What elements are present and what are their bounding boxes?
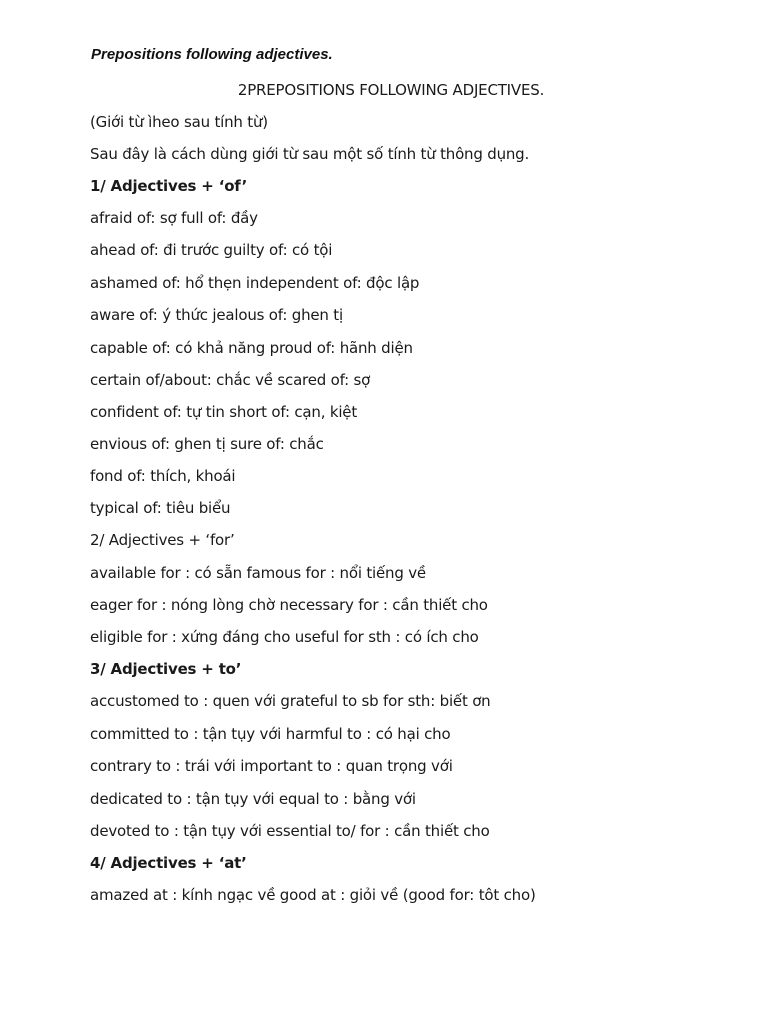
list-item: accustomed to : quen với grateful to sb for sth: biết ơn bbox=[90, 692, 491, 710]
section-heading-for: 2/ Adjectives + ‘for’ bbox=[90, 531, 235, 549]
list-item: eligible for : xứng đáng cho useful for sth : có ích cho bbox=[90, 628, 479, 646]
list-item: envious of: ghen tị sure of: chắc bbox=[90, 435, 324, 453]
list-item: devoted to : tận tụy với essential to/ for : cần thiết cho bbox=[90, 822, 490, 840]
list-item: amazed at : kính ngạc về good at : giỏi về (good for: tôt cho) bbox=[90, 886, 536, 904]
list-item: aware of: ý thức jealous of: ghen tị bbox=[90, 306, 343, 324]
list-item: ashamed of: hổ thẹn independent of: độc lập bbox=[90, 274, 420, 292]
document-subtitle: (Giới từ ìheo sau tính từ) bbox=[90, 113, 268, 131]
list-item: ahead of: đi trước guilty of: có tội bbox=[90, 241, 333, 259]
list-item: committed to : tận tụy với harmful to : có hại cho bbox=[90, 725, 451, 743]
list-item: capable of: có khả năng proud of: hãnh diện bbox=[90, 339, 413, 357]
section-heading-at: 4/ Adjectives + ‘at’ bbox=[90, 854, 247, 872]
list-item: typical of: tiêu biểu bbox=[90, 499, 231, 517]
document-title: Prepositions following adjectives. bbox=[91, 46, 333, 63]
list-item: available for : có sẵn famous for : nổi tiếng về bbox=[90, 564, 426, 582]
list-item: eager for : nóng lòng chờ necessary for : cần thiết cho bbox=[90, 596, 488, 614]
document-heading: 2PREPOSITIONS FOLLOWING ADJECTIVES. bbox=[237, 81, 545, 99]
list-item: contrary to : trái với important to : quan trọng với bbox=[90, 757, 453, 775]
section-heading-to: 3/ Adjectives + to’ bbox=[90, 660, 242, 678]
list-item: certain of/about: chắc về scared of: sợ bbox=[90, 371, 371, 389]
document-intro: Sau đây là cách dùng giới từ sau một số tính từ thông dụng. bbox=[90, 145, 530, 163]
list-item: confident of: tự tin short of: cạn, kiệt bbox=[90, 403, 358, 421]
section-heading-of: 1/ Adjectives + ‘of’ bbox=[90, 177, 248, 195]
list-item: dedicated to : tận tụy với equal to : bằng với bbox=[90, 790, 416, 808]
list-item: fond of: thích, khoái bbox=[90, 467, 236, 485]
list-item: afraid of: sợ full of: đầy bbox=[90, 209, 258, 227]
